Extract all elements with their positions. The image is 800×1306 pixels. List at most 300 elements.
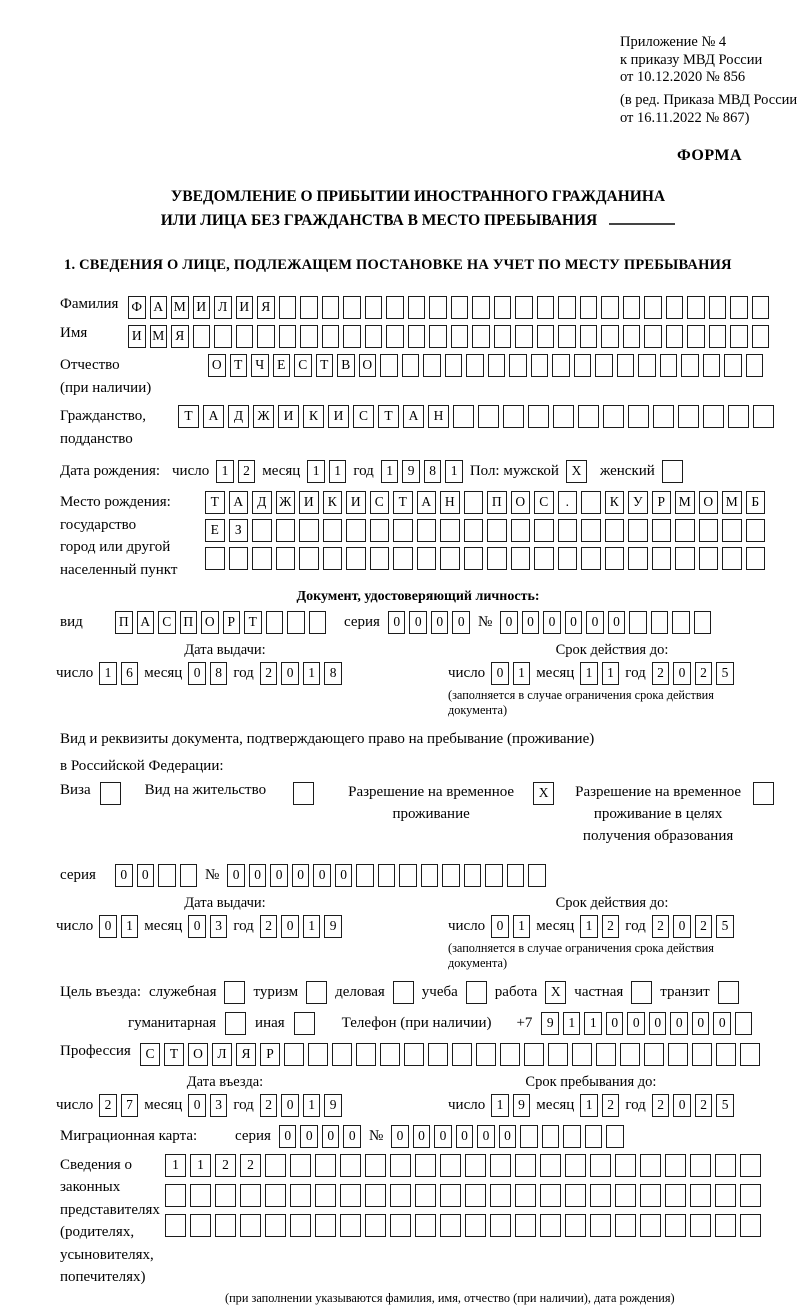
form-cell[interactable]: И: [299, 491, 319, 514]
form-cell[interactable]: [490, 1184, 511, 1207]
form-cell[interactable]: 0: [322, 1125, 340, 1148]
form-cell[interactable]: И: [278, 405, 299, 428]
form-cell[interactable]: [722, 519, 742, 542]
form-cell[interactable]: О: [208, 354, 226, 377]
form-cell[interactable]: [715, 1184, 736, 1207]
form-cell[interactable]: Т: [205, 491, 225, 514]
form-cell[interactable]: [214, 325, 232, 348]
form-cell[interactable]: 8: [324, 662, 342, 685]
form-cell[interactable]: [464, 491, 484, 514]
form-cell[interactable]: С: [158, 611, 176, 634]
form-cell[interactable]: [490, 1154, 511, 1177]
form-cell[interactable]: Д: [252, 491, 272, 514]
form-cell[interactable]: [603, 405, 624, 428]
form-cell[interactable]: [615, 1154, 636, 1177]
form-cell[interactable]: [346, 519, 366, 542]
form-cell[interactable]: [665, 1184, 686, 1207]
form-cell[interactable]: 1: [303, 915, 321, 938]
form-cell[interactable]: [653, 405, 674, 428]
form-cell[interactable]: [601, 296, 619, 319]
form-cell[interactable]: [343, 296, 361, 319]
form-cell[interactable]: Т: [164, 1043, 184, 1066]
form-cell[interactable]: 2: [99, 1094, 117, 1117]
form-cell[interactable]: [553, 405, 574, 428]
form-cell[interactable]: Я: [236, 1043, 256, 1066]
form-cell[interactable]: [500, 1043, 520, 1066]
form-cell[interactable]: [565, 1184, 586, 1207]
form-cell[interactable]: [666, 325, 684, 348]
form-cell[interactable]: [524, 1043, 544, 1066]
form-cell[interactable]: [540, 1154, 561, 1177]
gender-male-checkbox[interactable]: X: [566, 460, 587, 483]
form-cell[interactable]: [694, 611, 712, 634]
form-cell[interactable]: Д: [228, 405, 249, 428]
form-cell[interactable]: 0: [115, 864, 133, 887]
form-cell[interactable]: [615, 1184, 636, 1207]
form-cell[interactable]: Р: [223, 611, 241, 634]
form-cell[interactable]: [276, 519, 296, 542]
form-cell[interactable]: [451, 325, 469, 348]
purpose-transit-checkbox[interactable]: [718, 981, 739, 1004]
form-cell[interactable]: [300, 296, 318, 319]
form-cell[interactable]: [675, 519, 695, 542]
form-cell[interactable]: [628, 405, 649, 428]
form-cell[interactable]: 0: [499, 1125, 517, 1148]
form-cell[interactable]: Ж: [276, 491, 296, 514]
form-cell[interactable]: [365, 325, 383, 348]
form-cell[interactable]: [240, 1184, 261, 1207]
form-cell[interactable]: 2: [260, 662, 278, 685]
form-cell[interactable]: [346, 547, 366, 570]
form-cell[interactable]: [315, 1214, 336, 1237]
form-cell[interactable]: Ф: [128, 296, 146, 319]
form-cell[interactable]: 1: [307, 460, 325, 483]
form-cell[interactable]: [558, 325, 576, 348]
form-cell[interactable]: [699, 519, 719, 542]
form-cell[interactable]: 0: [137, 864, 155, 887]
form-cell[interactable]: [617, 354, 635, 377]
form-cell[interactable]: [709, 296, 727, 319]
form-cell[interactable]: [752, 296, 770, 319]
form-cell[interactable]: 3: [210, 1094, 228, 1117]
form-cell[interactable]: [472, 325, 490, 348]
form-cell[interactable]: 0: [343, 1125, 361, 1148]
form-cell[interactable]: [716, 1043, 736, 1066]
form-cell[interactable]: [558, 519, 578, 542]
form-cell[interactable]: Т: [316, 354, 334, 377]
form-cell[interactable]: [585, 1125, 603, 1148]
form-cell[interactable]: [485, 864, 503, 887]
form-cell[interactable]: [215, 1214, 236, 1237]
form-cell[interactable]: [393, 519, 413, 542]
form-cell[interactable]: [534, 547, 554, 570]
form-cell[interactable]: 1: [602, 662, 620, 685]
form-cell[interactable]: [746, 354, 764, 377]
form-cell[interactable]: О: [188, 1043, 208, 1066]
form-cell[interactable]: [494, 325, 512, 348]
form-cell[interactable]: [309, 611, 327, 634]
form-cell[interactable]: А: [203, 405, 224, 428]
form-cell[interactable]: К: [605, 491, 625, 514]
form-cell[interactable]: П: [115, 611, 133, 634]
form-cell[interactable]: 2: [695, 1094, 713, 1117]
form-cell[interactable]: З: [229, 519, 249, 542]
form-cell[interactable]: [628, 547, 648, 570]
form-cell[interactable]: 8: [424, 460, 442, 483]
form-cell[interactable]: [380, 354, 398, 377]
form-cell[interactable]: [380, 1043, 400, 1066]
form-cell[interactable]: О: [699, 491, 719, 514]
form-cell[interactable]: [356, 1043, 376, 1066]
form-cell[interactable]: [193, 325, 211, 348]
form-cell[interactable]: [563, 1125, 581, 1148]
form-cell[interactable]: [340, 1154, 361, 1177]
form-cell[interactable]: [440, 1184, 461, 1207]
form-cell[interactable]: [465, 1184, 486, 1207]
form-cell[interactable]: [615, 1214, 636, 1237]
form-cell[interactable]: 2: [260, 915, 278, 938]
form-cell[interactable]: [652, 519, 672, 542]
form-cell[interactable]: Л: [212, 1043, 232, 1066]
form-cell[interactable]: [620, 1043, 640, 1066]
form-cell[interactable]: [308, 1043, 328, 1066]
form-cell[interactable]: [464, 864, 482, 887]
form-cell[interactable]: 1: [99, 662, 117, 685]
form-cell[interactable]: 0: [227, 864, 245, 887]
form-cell[interactable]: [417, 519, 437, 542]
form-cell[interactable]: [528, 864, 546, 887]
form-cell[interactable]: [651, 611, 669, 634]
form-cell[interactable]: 1: [513, 662, 531, 685]
form-cell[interactable]: [528, 405, 549, 428]
form-cell[interactable]: [423, 354, 441, 377]
form-cell[interactable]: [466, 354, 484, 377]
form-cell[interactable]: [356, 864, 374, 887]
form-cell[interactable]: [558, 296, 576, 319]
form-cell[interactable]: [672, 611, 690, 634]
purpose-work-checkbox[interactable]: X: [545, 981, 566, 1004]
form-cell[interactable]: 0: [606, 1012, 624, 1035]
form-cell[interactable]: 0: [522, 611, 540, 634]
form-cell[interactable]: [753, 405, 774, 428]
form-cell[interactable]: 1: [303, 1094, 321, 1117]
form-cell[interactable]: 8: [210, 662, 228, 685]
form-cell[interactable]: 0: [388, 611, 406, 634]
form-cell[interactable]: 0: [565, 611, 583, 634]
form-cell[interactable]: [644, 296, 662, 319]
form-cell[interactable]: [540, 1184, 561, 1207]
form-cell[interactable]: 9: [324, 1094, 342, 1117]
form-cell[interactable]: [158, 864, 176, 887]
form-cell[interactable]: П: [487, 491, 507, 514]
form-cell[interactable]: 0: [491, 662, 509, 685]
form-cell[interactable]: [531, 354, 549, 377]
form-cell[interactable]: [668, 1043, 688, 1066]
purpose-official-checkbox[interactable]: [224, 981, 245, 1004]
form-cell[interactable]: Т: [378, 405, 399, 428]
form-cell[interactable]: [596, 1043, 616, 1066]
form-cell[interactable]: 1: [121, 915, 139, 938]
purpose-business-checkbox[interactable]: [393, 981, 414, 1004]
form-cell[interactable]: [740, 1043, 760, 1066]
form-cell[interactable]: Н: [440, 491, 460, 514]
form-cell[interactable]: [558, 547, 578, 570]
form-cell[interactable]: 2: [215, 1154, 236, 1177]
form-cell[interactable]: [623, 325, 641, 348]
form-cell[interactable]: Я: [257, 296, 275, 319]
form-cell[interactable]: 5: [716, 1094, 734, 1117]
form-cell[interactable]: [644, 1043, 664, 1066]
form-cell[interactable]: 0: [627, 1012, 645, 1035]
form-cell[interactable]: [165, 1214, 186, 1237]
form-cell[interactable]: [520, 1125, 538, 1148]
form-cell[interactable]: 0: [692, 1012, 710, 1035]
form-cell[interactable]: 1: [580, 662, 598, 685]
form-cell[interactable]: 0: [188, 915, 206, 938]
form-cell[interactable]: 6: [121, 662, 139, 685]
form-cell[interactable]: [690, 1214, 711, 1237]
form-cell[interactable]: Б: [746, 491, 766, 514]
purpose-other-checkbox[interactable]: [294, 1012, 315, 1035]
form-cell[interactable]: [276, 547, 296, 570]
form-cell[interactable]: Е: [205, 519, 225, 542]
form-cell[interactable]: [290, 1154, 311, 1177]
form-cell[interactable]: [565, 1214, 586, 1237]
form-cell[interactable]: Т: [244, 611, 262, 634]
form-cell[interactable]: [715, 1154, 736, 1177]
form-cell[interactable]: 0: [608, 611, 626, 634]
form-cell[interactable]: М: [150, 325, 168, 348]
form-cell[interactable]: [287, 611, 305, 634]
form-cell[interactable]: [465, 1154, 486, 1177]
form-cell[interactable]: С: [370, 491, 390, 514]
form-cell[interactable]: [315, 1154, 336, 1177]
form-cell[interactable]: 1: [584, 1012, 602, 1035]
form-cell[interactable]: [606, 1125, 624, 1148]
form-cell[interactable]: [511, 547, 531, 570]
form-cell[interactable]: [365, 296, 383, 319]
form-cell[interactable]: [511, 519, 531, 542]
form-cell[interactable]: [703, 354, 721, 377]
form-cell[interactable]: 2: [602, 915, 620, 938]
form-cell[interactable]: [390, 1154, 411, 1177]
form-cell[interactable]: [666, 296, 684, 319]
form-cell[interactable]: [590, 1154, 611, 1177]
form-cell[interactable]: [266, 611, 284, 634]
form-cell[interactable]: С: [140, 1043, 160, 1066]
form-cell[interactable]: 0: [434, 1125, 452, 1148]
form-cell[interactable]: К: [303, 405, 324, 428]
form-cell[interactable]: [581, 547, 601, 570]
form-cell[interactable]: [440, 519, 460, 542]
form-cell[interactable]: [378, 864, 396, 887]
form-cell[interactable]: 0: [586, 611, 604, 634]
form-cell[interactable]: [165, 1184, 186, 1207]
form-cell[interactable]: [703, 405, 724, 428]
form-cell[interactable]: А: [137, 611, 155, 634]
form-cell[interactable]: 0: [279, 1125, 297, 1148]
form-cell[interactable]: [257, 325, 275, 348]
form-cell[interactable]: 3: [210, 915, 228, 938]
form-cell[interactable]: Ч: [251, 354, 269, 377]
form-cell[interactable]: [322, 296, 340, 319]
form-cell[interactable]: [429, 296, 447, 319]
form-cell[interactable]: [402, 354, 420, 377]
form-cell[interactable]: [640, 1214, 661, 1237]
form-cell[interactable]: [590, 1214, 611, 1237]
form-cell[interactable]: [623, 296, 641, 319]
form-cell[interactable]: И: [346, 491, 366, 514]
residence-permit-checkbox[interactable]: [293, 782, 314, 805]
form-cell[interactable]: И: [328, 405, 349, 428]
form-cell[interactable]: 0: [188, 1094, 206, 1117]
form-cell[interactable]: 0: [413, 1125, 431, 1148]
form-cell[interactable]: У: [628, 491, 648, 514]
form-cell[interactable]: Ж: [253, 405, 274, 428]
form-cell[interactable]: М: [675, 491, 695, 514]
form-cell[interactable]: 1: [216, 460, 234, 483]
form-cell[interactable]: [408, 325, 426, 348]
form-cell[interactable]: [390, 1184, 411, 1207]
form-cell[interactable]: 0: [335, 864, 353, 887]
form-cell[interactable]: [595, 354, 613, 377]
form-cell[interactable]: 5: [716, 662, 734, 685]
form-cell[interactable]: [323, 519, 343, 542]
form-cell[interactable]: А: [403, 405, 424, 428]
form-cell[interactable]: П: [180, 611, 198, 634]
form-cell[interactable]: 0: [670, 1012, 688, 1035]
form-cell[interactable]: А: [417, 491, 437, 514]
gender-female-checkbox[interactable]: [662, 460, 683, 483]
form-cell[interactable]: Р: [260, 1043, 280, 1066]
form-cell[interactable]: [290, 1184, 311, 1207]
form-cell[interactable]: 1: [563, 1012, 581, 1035]
form-cell[interactable]: [574, 354, 592, 377]
form-cell[interactable]: 0: [713, 1012, 731, 1035]
form-cell[interactable]: 1: [445, 460, 463, 483]
form-cell[interactable]: [699, 547, 719, 570]
form-cell[interactable]: [453, 405, 474, 428]
form-cell[interactable]: 0: [313, 864, 331, 887]
form-cell[interactable]: [722, 547, 742, 570]
form-cell[interactable]: [399, 864, 417, 887]
form-cell[interactable]: [507, 864, 525, 887]
form-cell[interactable]: 1: [580, 915, 598, 938]
form-cell[interactable]: [728, 405, 749, 428]
form-cell[interactable]: [581, 519, 601, 542]
form-cell[interactable]: И: [193, 296, 211, 319]
form-cell[interactable]: М: [171, 296, 189, 319]
form-cell[interactable]: 0: [431, 611, 449, 634]
form-cell[interactable]: [534, 519, 554, 542]
form-cell[interactable]: [442, 864, 460, 887]
form-cell[interactable]: 2: [652, 662, 670, 685]
form-cell[interactable]: [640, 1154, 661, 1177]
form-cell[interactable]: 5: [716, 915, 734, 938]
form-cell[interactable]: [190, 1184, 211, 1207]
form-cell[interactable]: [580, 325, 598, 348]
form-cell[interactable]: 1: [513, 915, 531, 938]
form-cell[interactable]: [740, 1184, 761, 1207]
form-cell[interactable]: [687, 296, 705, 319]
form-cell[interactable]: [332, 1043, 352, 1066]
form-cell[interactable]: 0: [673, 1094, 691, 1117]
form-cell[interactable]: [440, 547, 460, 570]
form-cell[interactable]: Т: [393, 491, 413, 514]
form-cell[interactable]: [180, 864, 198, 887]
form-cell[interactable]: М: [722, 491, 742, 514]
form-cell[interactable]: [540, 1214, 561, 1237]
form-cell[interactable]: 0: [270, 864, 288, 887]
form-cell[interactable]: И: [128, 325, 146, 348]
form-cell[interactable]: [709, 325, 727, 348]
form-cell[interactable]: К: [323, 491, 343, 514]
form-cell[interactable]: [415, 1184, 436, 1207]
form-cell[interactable]: [365, 1154, 386, 1177]
form-cell[interactable]: [515, 1214, 536, 1237]
form-cell[interactable]: [537, 296, 555, 319]
form-cell[interactable]: [665, 1154, 686, 1177]
form-cell[interactable]: В: [337, 354, 355, 377]
form-cell[interactable]: [681, 354, 699, 377]
form-cell[interactable]: [465, 1214, 486, 1237]
form-cell[interactable]: [476, 1043, 496, 1066]
form-cell[interactable]: [746, 519, 766, 542]
form-cell[interactable]: [421, 864, 439, 887]
form-cell[interactable]: [690, 1184, 711, 1207]
form-cell[interactable]: [605, 519, 625, 542]
form-cell[interactable]: 0: [673, 915, 691, 938]
form-cell[interactable]: [692, 1043, 712, 1066]
visa-checkbox[interactable]: [100, 782, 121, 805]
form-cell[interactable]: 0: [673, 662, 691, 685]
form-cell[interactable]: [472, 296, 490, 319]
form-cell[interactable]: [730, 296, 748, 319]
form-cell[interactable]: [590, 1184, 611, 1207]
form-cell[interactable]: 0: [281, 915, 299, 938]
form-cell[interactable]: [552, 354, 570, 377]
form-cell[interactable]: 1: [165, 1154, 186, 1177]
form-cell[interactable]: [665, 1214, 686, 1237]
form-cell[interactable]: 0: [409, 611, 427, 634]
form-cell[interactable]: 0: [300, 1125, 318, 1148]
form-cell[interactable]: [279, 325, 297, 348]
purpose-humanitarian-checkbox[interactable]: [225, 1012, 246, 1035]
form-cell[interactable]: [740, 1214, 761, 1237]
form-cell[interactable]: [215, 1184, 236, 1207]
form-cell[interactable]: [404, 1043, 424, 1066]
form-cell[interactable]: 1: [329, 460, 347, 483]
form-cell[interactable]: [284, 1043, 304, 1066]
form-cell[interactable]: А: [229, 491, 249, 514]
form-cell[interactable]: 9: [541, 1012, 559, 1035]
form-cell[interactable]: [601, 325, 619, 348]
form-cell[interactable]: 2: [652, 1094, 670, 1117]
form-cell[interactable]: С: [534, 491, 554, 514]
form-cell[interactable]: Р: [652, 491, 672, 514]
form-cell[interactable]: [746, 547, 766, 570]
form-cell[interactable]: [322, 325, 340, 348]
form-cell[interactable]: 0: [649, 1012, 667, 1035]
form-cell[interactable]: Л: [214, 296, 232, 319]
form-cell[interactable]: [386, 325, 404, 348]
form-cell[interactable]: 2: [238, 460, 256, 483]
form-cell[interactable]: [629, 611, 647, 634]
form-cell[interactable]: 0: [292, 864, 310, 887]
form-cell[interactable]: Н: [428, 405, 449, 428]
form-cell[interactable]: [440, 1154, 461, 1177]
form-cell[interactable]: [290, 1214, 311, 1237]
